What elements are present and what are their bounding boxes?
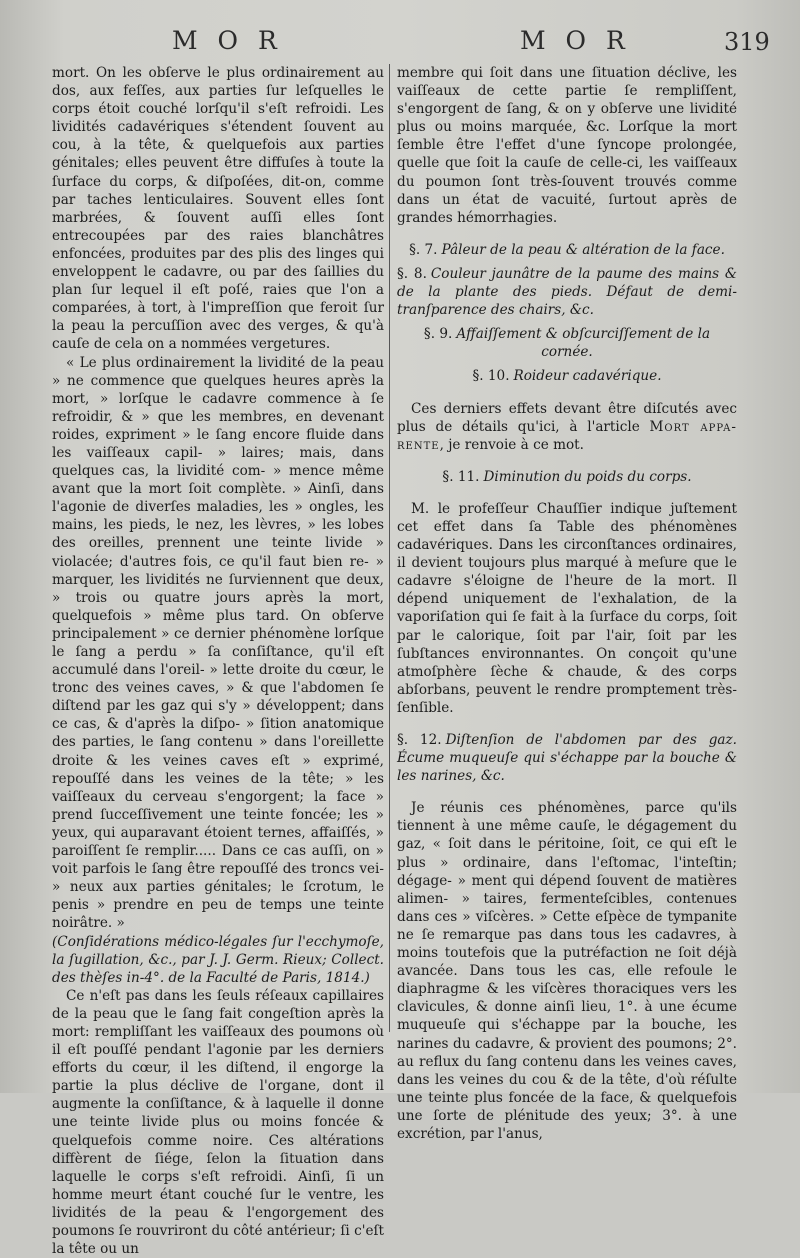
section-heading-12 [397, 731, 737, 785]
section-title: Diſtenſion de l'abdomen par des gaz. Écume muqueuſe qui s'échappe par la bouche & les narines, &c. [397, 732, 738, 785]
paragraph: membre qui ſoit dans une ſituation déclive, les vaiſſeaux de cette partie ſe rempliſſent, s'engorgent de ſang, & on y obſerve une lividité plus ou moins marquée, &c. Lorſque la mort ſemble être l'effet d'une ſyncope prolongée, quelle que ſoit la cauſe de celle-ci, les vaiſſeaux du poumon ſont très-ſouvent trouvés comme dans un état de vacuité, ſurtout après de grandes hémorrhagies. [397, 65, 737, 226]
section-heading-10 [397, 367, 737, 385]
running-head-right: M O R [520, 26, 631, 55]
paragraph-text: , je renvoie à ce mot. [439, 436, 584, 453]
cross-reference: Mort appa-rente [397, 418, 737, 453]
section-title: Couleur jaunâtre de la paume des mains & de la plante des pieds. Défaut de demi-tranſparence des chairs, &c. [397, 265, 737, 319]
section-number: §. 10. [472, 368, 510, 385]
paragraph-text: Ces derniers effets devant être diſcutés avec plus de détails qu'ici, à l'article [397, 400, 737, 435]
paragraph: Ce n'eſt pas dans les ſeuls réſeaux capillaires de la peau que le ſang fait congeſtion après la mort: rempliſſant les vaiſſeaux des poumons où il eſt pouſſé pendant l'agonie par les derniers efforts du cœur, il les diſtend, il engorge la partie la plus déclive de l'organe, dont il augmente la conſiſtance, & à laquelle il donne une teinte livide plus ou moins foncée & quelquefois comme noire. Ces altérations diffèrent de ſiége, ſelon la ſituation dans laquelle le corps s'eſt refroidi. Ainſi, ſi un homme meurt étant couché ſur le ventre, les lividités de la peau & l'engorgement des poumons ſe rouvriront du côté antérieur; ſi c'eſt la tête ou un [52, 987, 384, 1258]
citation: (Conſidérations médico-légales ſur l'ecchymoſe, la ſugillation, &c., par J. J. Germ. Rieux; Collect. des thèſes in-4°. de la Faculté de Paris, 1814.) [52, 933, 384, 986]
section-number: §. 12. [397, 732, 442, 748]
left-column [52, 64, 384, 1258]
right-column [397, 64, 737, 1143]
section-number: §. 11. [442, 468, 480, 485]
running-head-left: M O R [172, 26, 283, 55]
section-title: Diminution du poids du corps. [483, 468, 692, 485]
paragraph: Je réunis ces phénomènes, parce qu'ils tiennent à une même cauſe, le dégagement du gaz, « ſoit dans le péritoine, ſoit, ce qui eſt le plus » ordinaire, dans l'eſtomac, l'inteſtin; dégage- » ment qui dépend ſouvent de matières alimen- » taires, fermenteſcibles, contenues dans ces » viſcères. » Cette eſpèce de tympanite ne ſe remarque pas dans tous les cadavres, à moins toutefois que la putréfaction ne ſoit déjà avancée. Dans tous les cas, elle refoule le diaphragme & les viſcères thoraciques vers les clavicules, & donne ainſi lieu, 1°. à une écume muqueuſe qui s'échappe par la bouche, les narines du cadavre, & provient des poumons; 2°. au reflux du ſang contenu dans les veines caves, dans les veines du cou & de la tête, d'où réſulte une teinte plus foncée de la face, & quelquefois une ſorte de plénitude des yeux; 3°. à une excrétion, par l'anus, [397, 800, 737, 1142]
section-heading-8 [397, 265, 737, 319]
section-heading-7 [397, 241, 737, 259]
section-title: Roideur cadavérique. [513, 368, 662, 385]
section-heading-11 [397, 468, 737, 486]
paragraph [397, 400, 737, 454]
page-number: 319 [724, 28, 770, 56]
section-number: §. 7. [409, 241, 438, 258]
section-number: §. 9. [423, 326, 453, 343]
paragraph: M. le profeſſeur Chauſſier indique juſtement cet effet dans ſa Table des phénomènes cadavériques. Dans les circonſtances ordinaires, il devient toujours plus marqué à meſure que le cadavre s'éloigne de l'heure de la mort. Il dépend uniquement de l'exhalation, de la vaporiſation qui ſe fait à la ſurface du corps, ſoit par le calorique, ſoit par l'air, ſoit par les ſubſtances environnantes. On conçoit qu'une atmoſphère ſèche & chaude, & des corps abſorbans, peuvent le rendre promptement très-ſenſible. [397, 500, 737, 716]
section-heading-9 [397, 325, 737, 361]
section-number: §. 8. [397, 265, 427, 282]
paragraph: mort. On les obſerve le plus ordinairement au dos, aux feſſes, aux parties ſur leſquelles le corps étoit couché lorſqu'il s'eſt refroidi. Les lividités cadavériques s'étendent ſouvent au cou, à la tête, & quelquefois aux parties génitales; elles peuvent être diffuſes à toute la ſurface du corps, & diſpoſées, dit-on, comme par taches lenticulaires. Souvent elles ſont marbrées, & ſouvent auſſi elles ſont entrecoupées par des raies blanchâtres enfoncées, produites par des plis des linges qui enveloppent le cadavre, ou par des ſaillies du plan ſur lequel il eſt poſé, raies que l'on a comparées, à tort, à l'impreſſion que feroit ſur la peau la percuſſion avec des verges, & qu'à cauſe de cela on a nommées vergetures. [52, 65, 384, 353]
section-title: Pâleur de la peau & altération de la face. [441, 241, 725, 258]
section-title: Affaiſſement & obſcurciſſement de la cornée. [456, 326, 711, 361]
column-rule [389, 64, 390, 1032]
quoted-passage: « Le plus ordinairement la lividité de la peau » ne commence que quelques heures après la mort, » lorſque le cadavre commence à ſe refroidir, & » que les membres, en devenant roides, expriment » le ſang encore fluide dans les vaiſſeaux capil- » laires; mais, dans quelques cas, la lividité com- » mence même avant que la mort ſoit complète. » Ainſi, dans l'agonie de diverſes maladies, les » ongles, les mains, les pieds, le nez, les lèvres, » les lobes des oreilles, prennent une teinte livide » violacée; d'autres fois, ce qu'il faut bien re- » marquer, les lividités ne ſurviennent que deux, » trois ou quatre jours après la mort, quelquefois » même plus tard. On obſerve principalement » ce dernier phénomène lorſque le ſang a perdu » ſa conſiſtance, qu'il eſt accumulé dans l'oreil- » lette droite du cœur, le tronc des veines caves, » & que l'abdomen ſe diſtend par les gaz qui s'y » développent; dans ce cas, & d'après la diſpo- » ſition anatomique des parties, le ſang contenu » dans l'oreillette droite & les veines caves eſt » exprimé, repouſſé dans les veines de la tête; » les vaiſſeaux du cerveau s'engorgent; la face » prend ſucceſſivement une teinte foncée; les » yeux, qui auparavant étoient ternes, affaiſſés, » paroiſſent ſe remplir..... Dans ce cas auſſi, on » voit parfois le ſang être repouſſé des troncs vei- » neux aux parties génitales; le ſcrotum, le penis » prendre en peu de temps une teinte noirâtre. » [52, 354, 384, 932]
